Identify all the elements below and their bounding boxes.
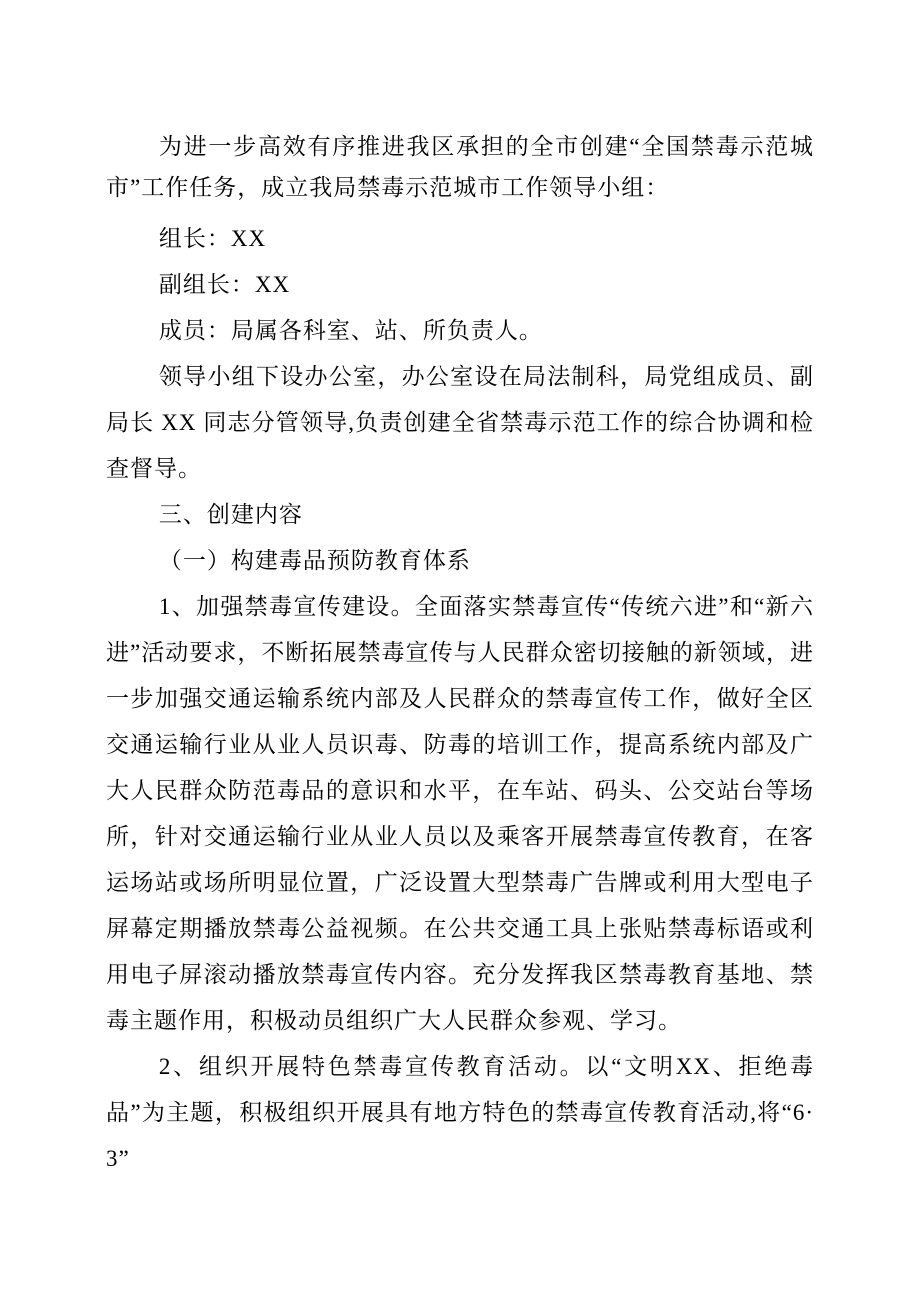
paragraph-intro: 为进一步高效有序推进我区承担的全市创建“全国禁毒示范城市”工作任务，成立我局禁毒示范城市工作领导小组： [106,134,814,200]
paragraph-office: 领导小组下设办公室，办公室设在局法制科，局党组成员、副局长 XX 同志分管领导,负责创建全省禁毒示范工作的综合协调和检查督导。 [106,364,814,481]
paragraph-leader: 组长：XX [158,226,267,251]
paragraph-item-2: 2、组织开展特色禁毒宣传教育活动。以“文明XX、拒绝毒品”为主题，积极组织开展具有地方特色的禁毒宣传教育活动,将“6·3” [106,1054,814,1171]
paragraph-deputy-leader: 副组长：XX [158,272,291,297]
paragraph-members: 成员：局属各科室、站、所负责人。 [158,318,543,343]
heading-section-three: 三、创建内容 [158,502,303,527]
document-body [106,126,814,1182]
paragraph-item-1: 1、加强禁毒宣传建设。全面落实禁毒宣传“传统六进”和“新六进”活动要求，不断拓展禁毒宣传与人民群众密切接触的新领域，进一步加强交通运输系统内部及人民群众的禁毒宣传工作，做好全区交通运输行业从业人员识毒、防毒的培训工作，提高系统内部及广大人民群众防范毒品的意识和水平，在车站、码头、公交站台等场所，针对交通运输行业从业人员以及乘客开展禁毒宣传教育，在客运场站或场所明显位置，广泛设置大型禁毒广告牌或利用大型电子屏幕定期播放禁毒公益视频。在公共交通工具上张贴禁毒标语或利用电子屏滚动播放禁毒宣传内容。充分发挥我区禁毒教育基地、禁毒主题作用，积极动员组织广大人民群众参观、学习。 [106,594,814,1033]
heading-subsection-one: （一）构建毒品预防教育体系 [158,548,471,573]
